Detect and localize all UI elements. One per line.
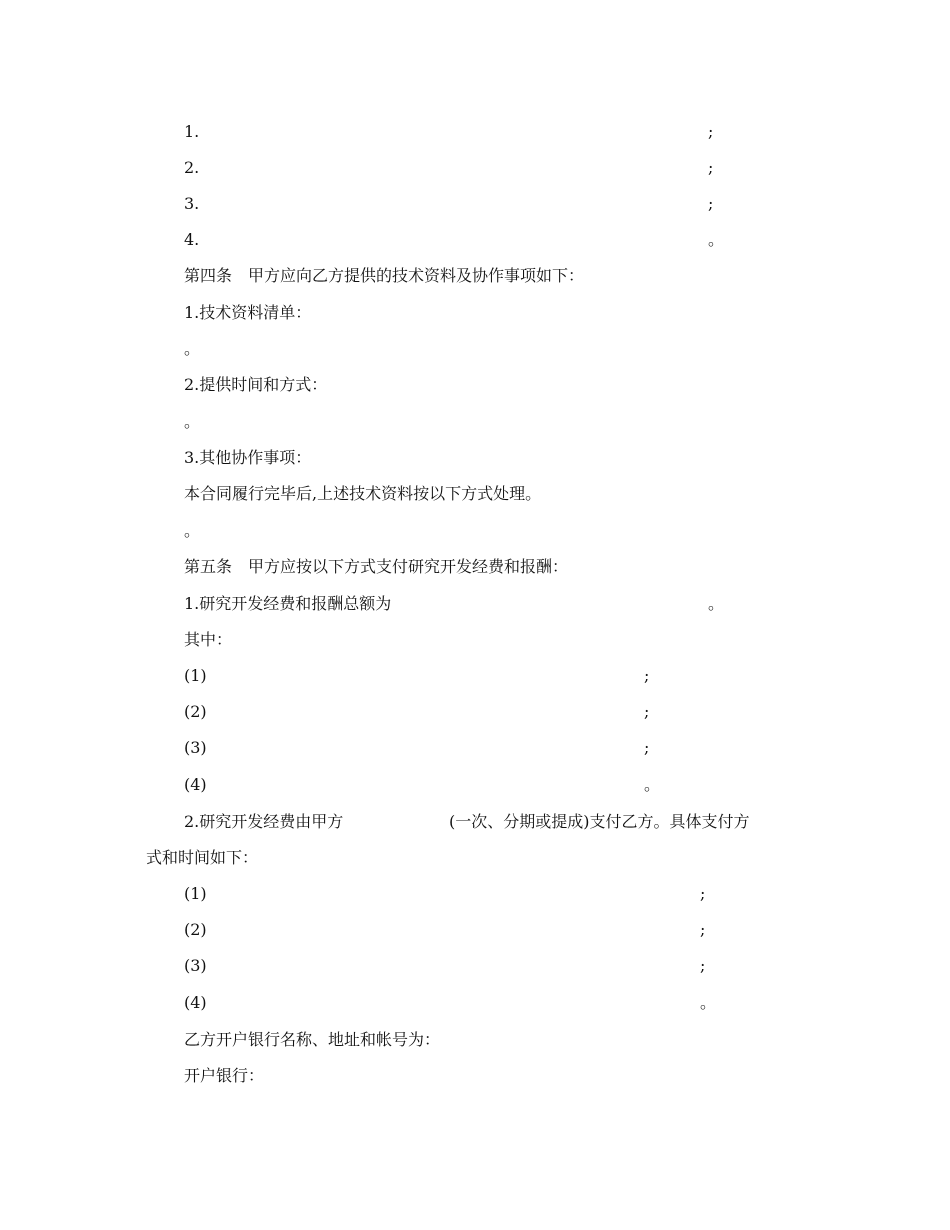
list-item-number: (3)	[184, 956, 207, 975]
article5-total-end: 。	[708, 594, 725, 613]
article4-item1: 1.技术资料清单：	[184, 303, 312, 322]
list-item-number: (4)	[184, 993, 207, 1012]
list-item-end-mark: ;	[708, 158, 714, 177]
list-item-end-mark: ;	[644, 666, 650, 685]
list-item-number: (3)	[184, 738, 207, 757]
article5-among: 其中：	[184, 630, 233, 649]
list-item-number: 3.	[184, 194, 200, 213]
list-item-end-mark: ;	[700, 956, 706, 975]
article5-total: 1.研究开发经费和报酬总额为	[184, 594, 392, 613]
article4-after-completion: 本合同履行完毕后,上述技术资料按以下方式处理。	[184, 484, 542, 503]
list-item-end-mark: ;	[644, 702, 650, 721]
list-item-number: (4)	[184, 775, 207, 794]
article4-item2-end: 。	[184, 412, 201, 431]
bank-name-label: 开户银行：	[184, 1066, 265, 1085]
article5-payment-part-a: 2.研究开发经费由甲方	[184, 812, 344, 831]
list-item-end-mark: ;	[708, 122, 714, 141]
list-item-number: (2)	[184, 702, 207, 721]
list-item-number: (1)	[184, 666, 207, 685]
list-item-number: 1.	[184, 122, 200, 141]
list-item-end-mark: ;	[700, 920, 706, 939]
list-item-number: 2.	[184, 158, 200, 177]
article4-item1-end: 。	[184, 339, 201, 358]
list-item-number: (1)	[184, 884, 207, 903]
list-item-end-mark: ;	[700, 884, 706, 903]
list-item-end-mark: 。	[700, 993, 717, 1012]
article5-payment-part-c: 式和时间如下：	[146, 848, 259, 867]
list-item-number: 4.	[184, 230, 200, 249]
article4-item2: 2.提供时间和方式：	[184, 375, 328, 394]
article5-heading: 第五条 甲方应按以下方式支付研究开发经费和报酬：	[184, 557, 569, 576]
list-item-end-mark: ;	[644, 738, 650, 757]
list-item-number: (2)	[184, 920, 207, 939]
article4-after-completion-end: 。	[184, 521, 201, 540]
article4-heading: 第四条 甲方应向乙方提供的技术资料及协作事项如下：	[184, 266, 585, 285]
list-item-end-mark: 。	[644, 775, 661, 794]
article5-payment-part-b: (一次、分期或提成)支付乙方。具体支付方	[449, 812, 750, 831]
list-item-end-mark: 。	[708, 230, 725, 249]
bank-info-intro: 乙方开户银行名称、地址和帐号为：	[184, 1030, 441, 1049]
article4-item3: 3.其他协作事项：	[184, 448, 312, 467]
list-item-end-mark: ;	[708, 194, 714, 213]
